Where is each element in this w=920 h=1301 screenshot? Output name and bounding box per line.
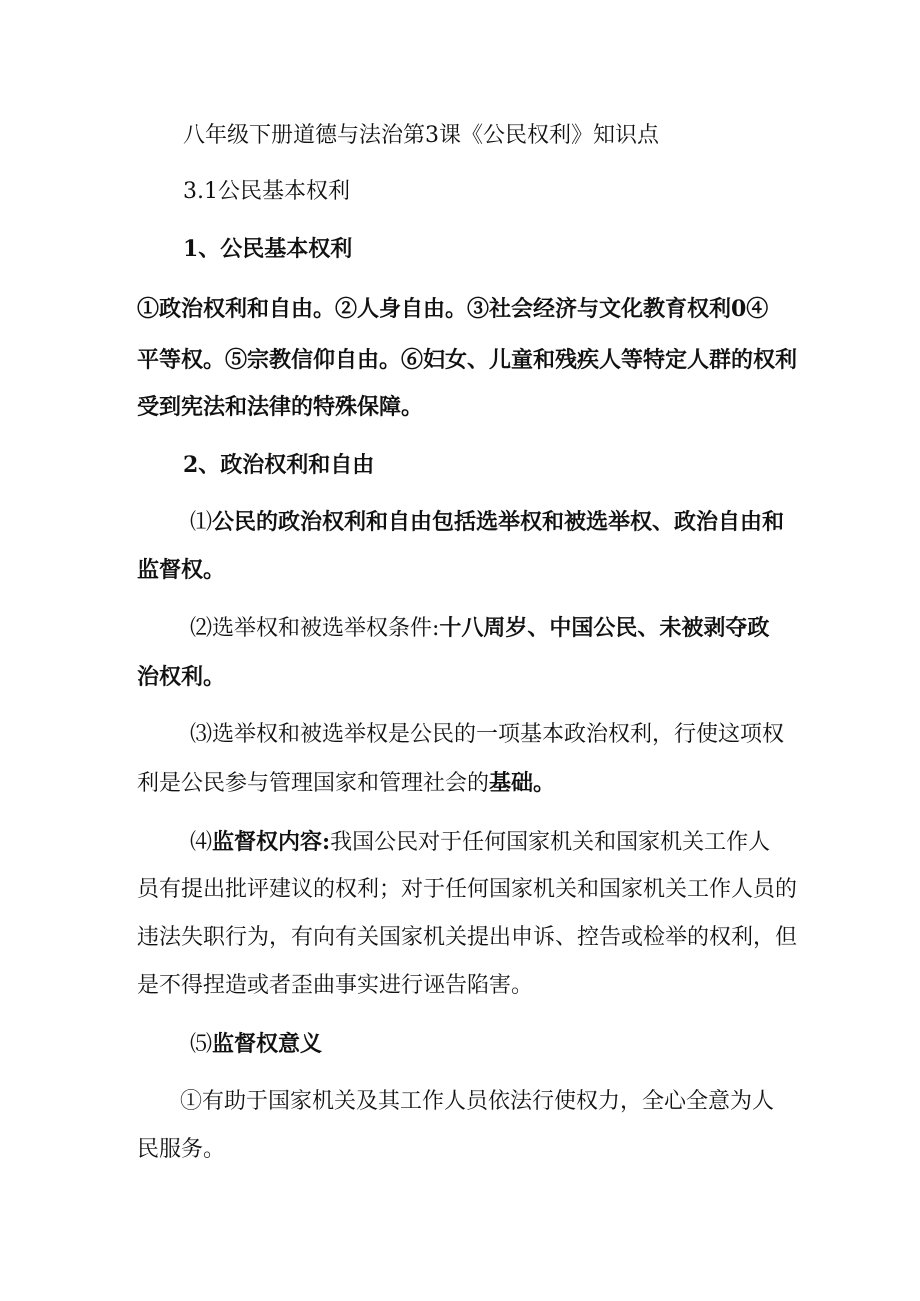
item-5-label: 监督权意义	[212, 1031, 323, 1057]
item-1-line-1	[190, 506, 920, 539]
section-heading: 3.1公民基本权利	[183, 179, 350, 204]
item-4-line-4: 是不得捏造或者歪曲事实进行诬告陷害。	[137, 973, 534, 998]
item-4-line-2: 员有提出批评建议的权利；对于任何国家机关和国家机关工作人员的	[137, 877, 798, 902]
item-3-line-1: ⑶选举权和被选举权是公民的一项基本政治权利，行使这项权	[190, 722, 785, 747]
item-4-prefix: ⑷	[190, 830, 213, 855]
item-2-prefix: ⑵选举权和被选举权条件:	[190, 616, 440, 641]
document-title: 八年级下册道德与法治第3课《公民权利》知识点	[183, 123, 659, 148]
item-3-text: 利是公民参与管理国家和管理社会的	[137, 771, 490, 796]
item-1-text: 公民的政治权利和自由包括选举权和被选举权、政治自由和	[212, 509, 785, 535]
paragraph-basic-rights-line-1: ①政治权利和自由。②人身自由。③社会经济与文化教育权利0④	[137, 296, 769, 322]
item-4-label: 监督权内容:	[212, 829, 331, 855]
item-5-1-line-1: ①有助于国家机关及其工作人员依法行使权力，全心全意为人	[180, 1089, 775, 1114]
paragraph-basic-rights-line-2: 平等权。⑤宗教信仰自由。⑥妇女、儿童和残疾人等特定人群的权利	[137, 347, 798, 373]
item-5-prefix: ⑸	[190, 1032, 213, 1057]
item-4-line-3: 违法失职行为，有向有关国家机关提出申诉、控告或检举的权利，但	[137, 925, 798, 950]
heading-political-rights: 2、政治权利和自由	[183, 452, 375, 478]
item-3-bold-text: 基础。	[489, 770, 556, 796]
item-4-text: 我国公民对于任何国家机关和国家机关工作人	[330, 830, 771, 855]
item-1-prefix: ⑴	[190, 510, 213, 535]
item-2-bold-text: 十八周岁、中国公民、未被剥夺政	[439, 615, 770, 641]
item-3-line-2	[137, 767, 920, 800]
paragraph-basic-rights-line-3: 受到宪法和法律的特殊保障。	[137, 394, 424, 420]
item-2-line-2: 治权利。	[137, 664, 226, 690]
item-5-line	[190, 1028, 920, 1061]
item-5-1-line-2: 民服务。	[137, 1137, 226, 1162]
item-4-line-1	[190, 826, 920, 859]
heading-basic-rights: 1、公民基本权利	[183, 236, 353, 262]
item-2-line-1	[190, 612, 920, 645]
item-1-line-2: 监督权。	[137, 557, 226, 583]
